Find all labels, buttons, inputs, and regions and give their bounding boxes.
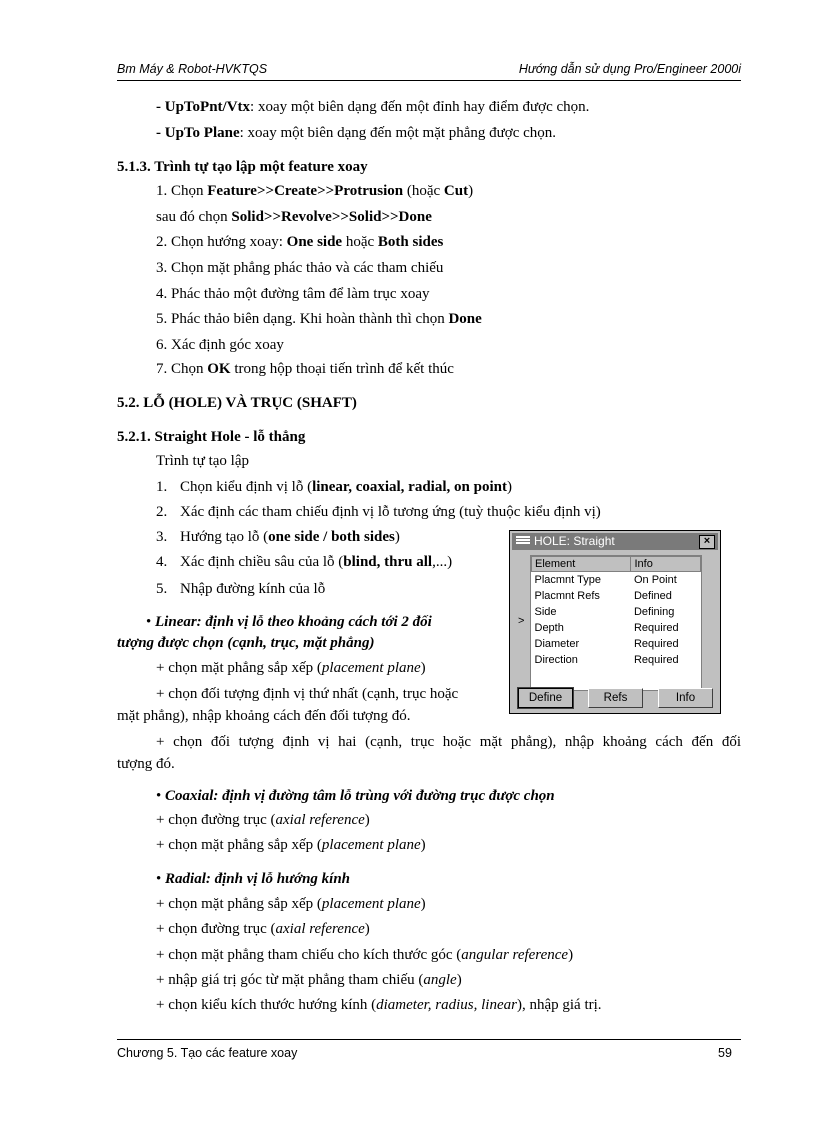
intro-text: Trình tự tạo lập: [156, 453, 249, 469]
linear-line-1: + chọn mặt phẳng sắp xếp (placement plane): [156, 660, 426, 676]
hole-step-5: Nhập đường kính của lỗ: [180, 581, 326, 597]
dialog-title: HOLE: Straight: [534, 534, 615, 548]
step-5: 5. Phác thảo biên dạng. Khi hoàn thành thì chọn Done: [156, 311, 482, 327]
dialog-titlebar: [512, 533, 718, 550]
radial-title: • Radial: định vị lỗ hướng kính: [156, 871, 351, 887]
bullet-icon: •: [156, 788, 162, 804]
table-row[interactable]: Direction Required: [534, 654, 679, 666]
step-2: 2. Chọn hướng xoay: One side hoặc Both sides: [156, 234, 444, 250]
hole-step-3-number: 3.: [156, 529, 168, 545]
close-button[interactable]: ×: [699, 535, 715, 549]
coaxial-line-1: + chọn đường trục (axial reference): [156, 812, 370, 828]
radial-line-5: + chọn kiểu kích thước hướng kính (diameter, radius, linear), nhập giá trị.: [156, 997, 602, 1013]
radial-line-2: + chọn đường trục (axial reference): [156, 921, 370, 937]
table-row[interactable]: Placmnt Type On Point: [534, 574, 677, 586]
page-header: [117, 62, 741, 78]
hole-step-1: Chọn kiểu định vị lỗ (linear, coaxial, radial, on point): [180, 479, 512, 495]
bullet-icon: •: [156, 871, 162, 887]
step-3: 3. Chọn mặt phẳng phác thảo và các tham chiếu: [156, 260, 444, 276]
hole-step-2-number: 2.: [156, 504, 168, 520]
define-button[interactable]: Define: [518, 688, 573, 708]
item-uptopnt-term: - UpToPnt/Vtx: [156, 99, 251, 115]
hole-step-3: Hướng tạo lỗ (one side / both sides): [180, 529, 400, 545]
menu-icon[interactable]: [516, 536, 530, 547]
item-uptopnt-desc: : xoay một biên dạng đến một đỉnh hay điểm được chọn.: [250, 99, 590, 115]
current-row-arrow-icon: >: [518, 615, 525, 627]
footer-rule: [117, 1039, 741, 1040]
step-1b: sau đó chọn Solid>>Revolve>>Solid>>Done: [156, 209, 432, 225]
coaxial-line-2: + chọn mặt phẳng sắp xếp (placement plane): [156, 837, 426, 853]
coaxial-title: • Coaxial: định vị đường tâm lỗ trùng với đường trục được chọn: [156, 788, 555, 804]
radial-line-4: + nhập giá trị góc từ mặt phẳng tham chiếu (angle): [156, 972, 462, 988]
table-row[interactable]: Side Defining: [534, 606, 675, 618]
header-right: Hướng dẫn sử dụng Pro/Engineer 2000i: [518, 62, 741, 76]
column-header-element[interactable]: Element: [532, 557, 631, 572]
hole-step-4-number: 4.: [156, 554, 168, 570]
table-row[interactable]: Depth Required: [534, 622, 679, 634]
step-4: 4. Phác thảo một đường tâm để làm trục xoay: [156, 286, 430, 302]
linear-title: • Linear: định vị lỗ theo khoảng cách tới 2 đối: [146, 614, 432, 630]
step-7: 7. Chọn OK trong hộp thoại tiến trình để kết thúc: [156, 361, 454, 377]
bullet-icon: •: [146, 614, 152, 630]
heading-5-2-1: 5.2.1. Straight Hole - lỗ thẳng: [117, 429, 306, 445]
linear-line-2: + chọn đối tượng định vị thứ nhất (cạnh, trục hoặc: [156, 686, 459, 702]
header-left: Bm Máy & Robot-HVKTQS: [117, 62, 268, 76]
linear-title-cont: tượng được chọn (cạnh, trục, mặt phẳng): [117, 635, 375, 651]
hole-dialog: [509, 530, 721, 714]
page-number: 59: [718, 1046, 732, 1060]
hole-step-2: Xác định các tham chiếu định vị lỗ tương ứng (tuỳ thuộc kiểu định vị): [180, 504, 601, 520]
header-rule: [117, 80, 741, 81]
heading-5-1-3: 5.1.3. Trình tự tạo lập một feature xoay: [117, 159, 368, 175]
item-uptopnt: [156, 98, 589, 116]
hole-step-4: Xác định chiều sâu của lỗ (blind, thru all,...): [180, 554, 453, 570]
heading-5-2: 5.2. LỖ (HOLE) VÀ TRỤC (SHAFT): [117, 395, 357, 411]
radial-line-1: + chọn mặt phẳng sắp xếp (placement plane): [156, 896, 426, 912]
item-uptoplane-desc: : xoay một biên dạng đến một mặt phẳng được chọn.: [239, 125, 557, 141]
radial-line-3: + chọn mặt phẳng tham chiếu cho kích thước góc (angular reference): [156, 947, 574, 963]
element-list[interactable]: [530, 555, 702, 691]
step-6: 6. Xác định góc xoay: [156, 337, 284, 353]
linear-line-3-cont: tượng đó.: [117, 756, 175, 772]
hole-step-5-number: 5.: [156, 581, 168, 597]
step-1: 1. Chọn Feature>>Create>>Protrusion (hoặc Cut): [156, 183, 474, 199]
item-uptoplane-term: - UpTo Plane: [156, 125, 240, 141]
linear-line-2-cont: mặt phẳng), nhập khoảng cách đến đối tượng đó.: [117, 708, 411, 724]
table-row[interactable]: Diameter Required: [534, 638, 679, 650]
item-uptoplane: [156, 124, 556, 142]
info-button[interactable]: Info: [658, 688, 713, 708]
table-row[interactable]: Placmnt Refs Defined: [534, 590, 672, 602]
footer-chapter: Chương 5. Tạo các feature xoay: [117, 1046, 298, 1060]
column-header-info[interactable]: Info: [631, 557, 701, 572]
hole-step-1-number: 1.: [156, 479, 168, 495]
linear-line-3: + chọn đối tượng định vị hai (cạnh, trục hoặc mặt phẳng), nhập khoảng cách đến đối: [156, 734, 741, 750]
refs-button[interactable]: Refs: [588, 688, 643, 708]
